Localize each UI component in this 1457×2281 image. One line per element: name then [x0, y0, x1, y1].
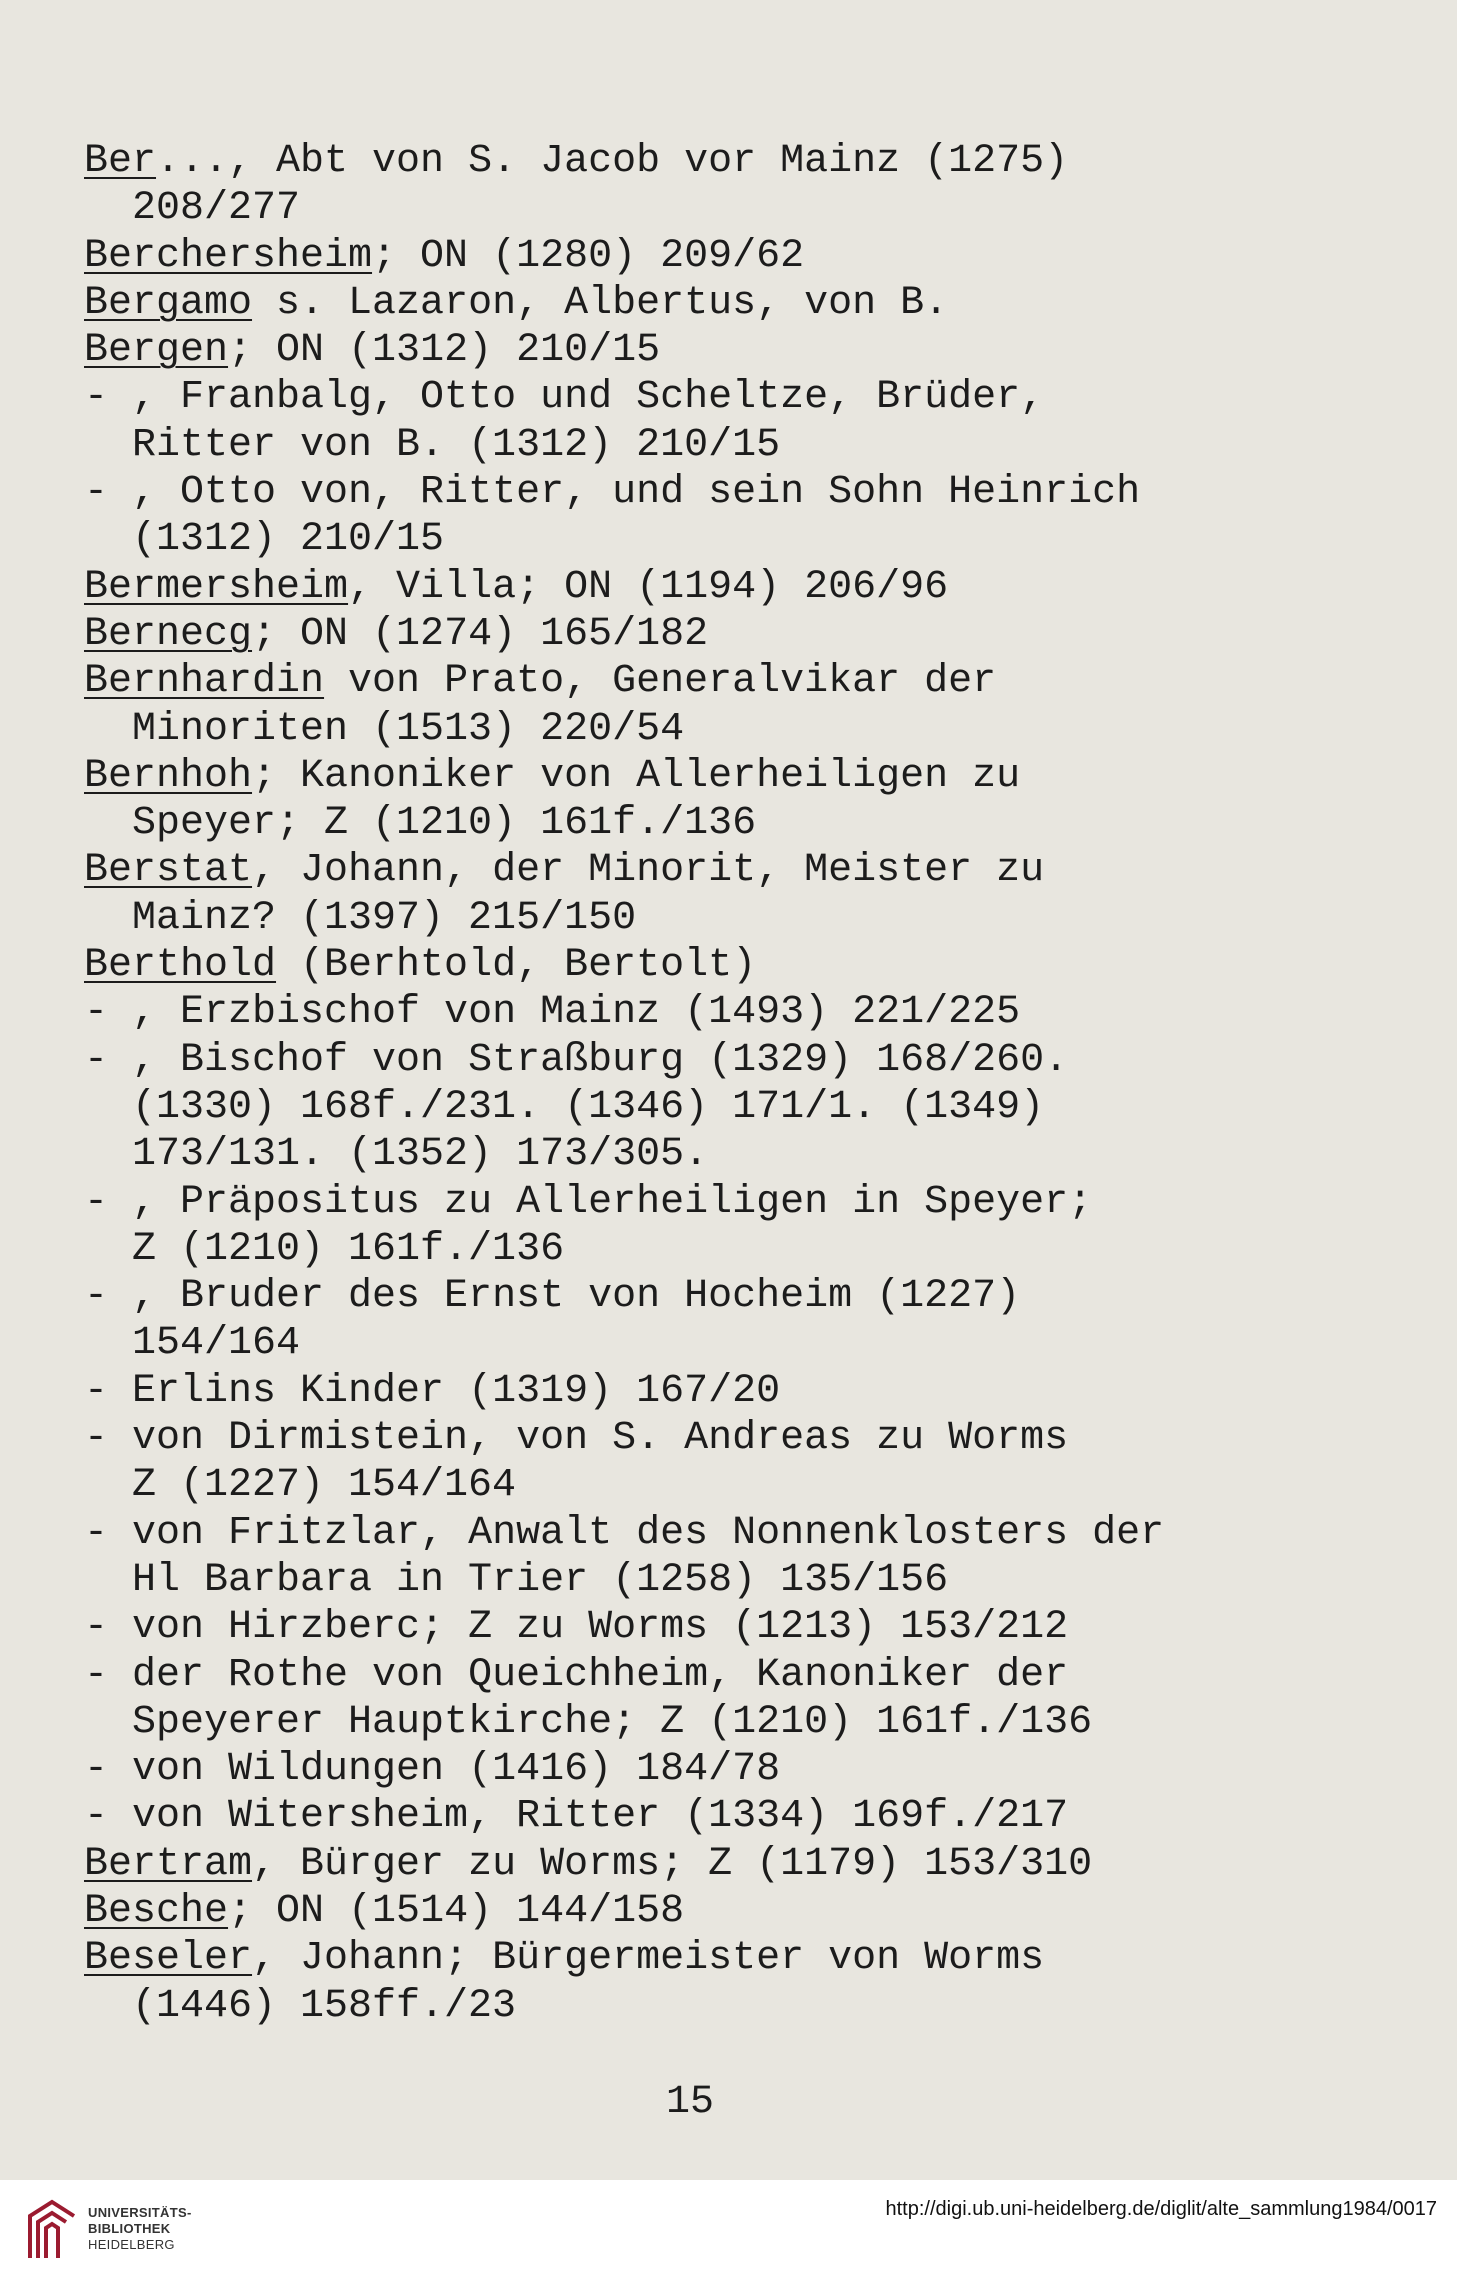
index-entry	[84, 1368, 1384, 1415]
entry-line	[84, 1415, 1384, 1462]
entry-text: ..., Abt von S. Jacob vor Mainz (1275)	[156, 139, 1069, 184]
entry-keyword: Bernhardin	[84, 659, 325, 705]
entry-text: , Johann, der Minorit, Meister zu	[252, 848, 1045, 894]
index-entry	[84, 847, 1384, 942]
entry-text: 154/164	[132, 1321, 301, 1367]
entry-text: (1312) 210/15	[132, 517, 445, 563]
entry-line	[84, 658, 1384, 705]
entry-text: Ritter von B. (1312) 210/15	[132, 422, 781, 468]
entry-text: - Erlins Kinder (1319) 167/20	[84, 1368, 781, 1414]
entry-line	[84, 327, 1384, 374]
entry-text: Z (1227) 154/164	[132, 1463, 517, 1509]
entry-text: - von Hirzberc; Z zu Worms (1213) 153/212	[84, 1605, 1069, 1651]
entry-text: - , Otto von, Ritter, und sein Sohn Heinrich	[84, 470, 1141, 516]
entry-text: , Johann; Bürgermeister von Worms	[252, 1936, 1045, 1982]
entry-line	[84, 1604, 1384, 1651]
entry-line	[84, 1746, 1384, 1793]
entry-text: Minoriten (1513) 220/54	[132, 706, 685, 752]
index-entry	[84, 138, 1384, 233]
entry-keyword: Bertram	[84, 1841, 253, 1887]
entry-line	[84, 374, 1384, 421]
entry-text: Mainz? (1397) 215/150	[132, 895, 637, 941]
entry-line	[84, 1368, 1384, 1415]
entry-text: Speyer; Z (1210) 161f./136	[132, 801, 757, 847]
entry-line	[84, 1793, 1384, 1840]
entry-line	[84, 1699, 1384, 1746]
entry-line	[84, 564, 1384, 611]
entry-text: - , Bischof von Straßburg (1329) 168/260.	[84, 1037, 1069, 1083]
entry-keyword: Berthold	[84, 943, 277, 989]
index-entries	[84, 138, 1384, 2030]
entry-line	[84, 847, 1384, 894]
entry-line	[84, 1652, 1384, 1699]
entry-line	[84, 895, 1384, 942]
entry-text: - der Rothe von Queichheim, Kanoniker der	[84, 1652, 1069, 1698]
index-entry	[84, 658, 1384, 753]
entry-keyword: Bernhoh	[84, 753, 253, 799]
entry-keyword: Bergamo	[84, 280, 253, 326]
entry-line	[84, 989, 1384, 1036]
entry-text: ; ON (1280) 209/62	[372, 233, 805, 279]
entry-text: - , Bruder des Ernst von Hocheim (1227)	[84, 1274, 1021, 1320]
entry-text: (1446) 158ff./23	[132, 1983, 517, 2029]
index-entry	[84, 1841, 1384, 1888]
entry-line	[84, 1841, 1384, 1888]
index-entry	[84, 611, 1384, 658]
index-entry	[84, 280, 1384, 327]
entry-line	[84, 422, 1384, 469]
entry-text: - von Witersheim, Ritter (1334) 169f./217	[84, 1794, 1069, 1840]
index-entry	[84, 1793, 1384, 1840]
entry-line	[84, 706, 1384, 753]
entry-text: ; ON (1274) 165/182	[252, 611, 709, 657]
entry-text: s. Lazaron, Albertus, von B.	[252, 280, 949, 326]
entry-text: - , Franbalg, Otto und Scheltze, Brüder,	[84, 375, 1045, 421]
entry-text: (Berhtold, Bertolt)	[276, 943, 757, 989]
entry-keyword: Bernecg	[84, 611, 253, 657]
index-entry	[84, 1652, 1384, 1747]
entry-text: - von Wildungen (1416) 184/78	[84, 1747, 781, 1793]
entry-line	[84, 185, 1384, 232]
entry-line	[84, 1226, 1384, 1273]
entry-line	[84, 611, 1384, 658]
entry-line	[84, 233, 1384, 280]
library-logo-icon	[22, 2196, 82, 2266]
entry-keyword: Bermersheim	[84, 564, 349, 610]
entry-text: Hl Barbara in Trier (1258) 135/156	[132, 1557, 949, 1603]
entry-keyword: Bergen	[84, 328, 229, 374]
entry-line	[84, 753, 1384, 800]
entry-line	[84, 1462, 1384, 1509]
index-entry	[84, 753, 1384, 848]
entry-line	[84, 1320, 1384, 1367]
entry-text: ; ON (1514) 144/158	[228, 1888, 685, 1934]
entry-text: 208/277	[132, 186, 301, 232]
entry-text: ; ON (1312) 210/15	[228, 328, 661, 374]
entry-keyword: Besche	[84, 1888, 229, 1934]
library-footer	[0, 2180, 1457, 2281]
entry-text: (1330) 168f./231. (1346) 171/1. (1349)	[132, 1084, 1045, 1130]
entry-line	[84, 1935, 1384, 1982]
entry-line	[84, 1131, 1384, 1178]
entry-line	[84, 1084, 1384, 1131]
entry-text: - von Fritzlar, Anwalt des Nonnenklosters der	[84, 1510, 1165, 1556]
index-entry	[84, 1179, 1384, 1274]
entry-keyword: Beseler	[84, 1936, 253, 1982]
entry-line	[84, 516, 1384, 563]
entry-line	[84, 1510, 1384, 1557]
entry-text: Speyerer Hauptkirche; Z (1210) 161f./136	[132, 1699, 1093, 1745]
entry-line	[84, 1983, 1384, 2030]
index-entry	[84, 1935, 1384, 2030]
entry-line	[84, 800, 1384, 847]
index-entry	[84, 1037, 1384, 1179]
entry-line	[84, 1179, 1384, 1226]
entry-line	[84, 1557, 1384, 1604]
entry-line	[84, 1888, 1384, 1935]
entry-line	[84, 138, 1384, 185]
entry-text: Z (1210) 161f./136	[132, 1226, 565, 1272]
entry-keyword: Berstat	[84, 848, 253, 894]
entry-line	[84, 280, 1384, 327]
index-entry	[84, 233, 1384, 280]
index-entry	[84, 469, 1384, 564]
entry-text: von Prato, Generalvikar der	[324, 659, 997, 705]
index-entry	[84, 374, 1384, 469]
index-entry	[84, 989, 1384, 1036]
entry-text: , Bürger zu Worms; Z (1179) 153/310	[252, 1841, 1093, 1887]
entry-text: 173/131. (1352) 173/305.	[132, 1132, 709, 1178]
index-entry	[84, 1273, 1384, 1368]
entry-text: - , Erzbischof von Mainz (1493) 221/225	[84, 990, 1021, 1036]
index-entry	[84, 942, 1384, 989]
entry-line	[84, 1273, 1384, 1320]
entry-line	[84, 1037, 1384, 1084]
entry-text: - , Präpositus zu Allerheiligen in Speyer;	[84, 1179, 1093, 1225]
index-entry	[84, 1746, 1384, 1793]
index-entry	[84, 564, 1384, 611]
page-number: 15	[665, 2080, 714, 2125]
entry-keyword: Ber	[84, 139, 157, 184]
index-entry	[84, 1510, 1384, 1605]
entry-text: ; Kanoniker von Allerheiligen zu	[252, 753, 1021, 799]
library-name: UNIVERSITÄTS- BIBLIOTHEK HEIDELBERG	[88, 2205, 192, 2252]
entry-keyword: Berchersheim	[84, 233, 373, 279]
index-entry	[84, 1415, 1384, 1510]
index-entry	[84, 327, 1384, 374]
index-entry	[84, 1604, 1384, 1651]
entry-text: - von Dirmistein, von S. Andreas zu Worms	[84, 1416, 1069, 1462]
entry-line	[84, 942, 1384, 989]
entry-text: , Villa; ON (1194) 206/96	[348, 564, 949, 610]
index-entry	[84, 1888, 1384, 1935]
source-url[interactable]: http://digi.ub.uni-heidelberg.de/diglit/alte_sammlung1984/0017	[885, 2198, 1437, 2220]
entry-line	[84, 469, 1384, 516]
